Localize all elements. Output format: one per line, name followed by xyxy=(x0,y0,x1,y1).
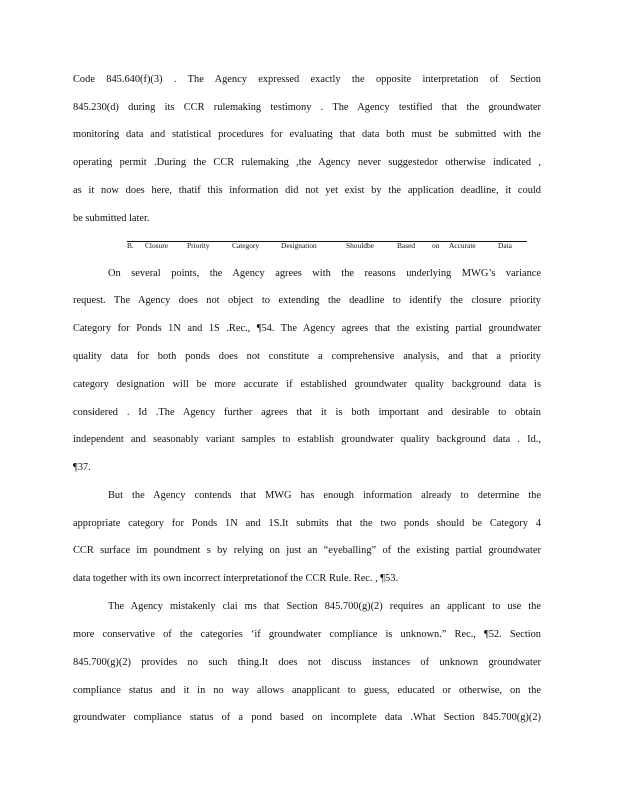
text-line: But the Agency contends that MWG has enough information already to determine the xyxy=(108,490,541,501)
section-heading xyxy=(127,241,527,250)
heading-word: Based xyxy=(397,241,416,250)
text-line: ¶37. xyxy=(73,462,91,473)
heading-word: Category xyxy=(232,241,260,250)
text-line: Code 845.640(f)(3) . The Agency expressed exactly the opposite interpretation of Section xyxy=(73,74,541,85)
text-line: compliance status and it in no way allows anapplicant to guess, educated or otherwise, on the xyxy=(73,685,541,696)
text-line: CCR surface im poundment s by relying on just an “eyeballing” of the existing partial groundwater xyxy=(73,545,541,556)
text-line: as it now does here, thatif this information did not yet exist by the application deadline, it could xyxy=(73,185,541,196)
heading-letter: B. xyxy=(127,241,134,250)
text-line: 845.230(d) during its CCR rulemaking testimony . The Agency testified that the groundwater xyxy=(73,102,541,113)
text-line: On several points, the Agency agrees with the reasons underlying MWG’s variance xyxy=(108,268,541,279)
text-line: independent and seasonably variant samples to establish groundwater quality background data . Id., xyxy=(73,434,541,445)
text-line: quality data for both ponds does not constitute a comprehensive analysis, and that a priority xyxy=(73,351,541,362)
heading-word: Data xyxy=(498,241,512,250)
text-line: monitoring data and statistical procedures for evaluating that data both must be submitted with the xyxy=(73,129,541,140)
text-line: groundwater compliance status of a pond based on incomplete data .What Section 845.700(g)(2) xyxy=(73,712,541,723)
text-line: more conservative of the categories ‘if groundwater compliance is unknown.” Rec., ¶52. Section xyxy=(73,629,541,640)
text-line: The Agency mistakenly clai ms that Section 845.700(g)(2) requires an applicant to use the xyxy=(108,601,541,612)
heading-word: Priority xyxy=(187,241,210,250)
text-line: appropriate category for Ponds 1N and 1S.It submits that the two ponds should be Category 4 xyxy=(73,518,541,529)
text-line: category designation will be more accurate if established groundwater quality background data is xyxy=(73,379,541,390)
heading-word: Shouldbe xyxy=(346,241,374,250)
heading-word: Closure xyxy=(145,241,168,250)
heading-word: on xyxy=(432,241,440,250)
text-line: operating permit .During the CCR rulemaking ,the Agency never suggestedor otherwise indicated , xyxy=(73,157,541,168)
heading-word: Accurate xyxy=(449,241,476,250)
text-line: request. The Agency does not object to extending the deadline to identify the closure priority xyxy=(73,295,541,306)
text-line: 845.700(g)(2) provides no such thing.It does not discuss instances of unknown groundwater xyxy=(73,657,541,668)
heading-word: Designation xyxy=(281,241,317,250)
text-line: data together with its own incorrect interpretationof the CCR Rule. Rec. , ¶53. xyxy=(73,573,399,584)
text-line: Category for Ponds 1N and 1S .Rec., ¶54. The Agency agrees that the existing partial groundwater xyxy=(73,323,541,334)
text-line: considered . Id .The Agency further agrees that it is both important and desirable to obtain xyxy=(73,407,541,418)
text-line: be submitted later. xyxy=(73,213,150,224)
